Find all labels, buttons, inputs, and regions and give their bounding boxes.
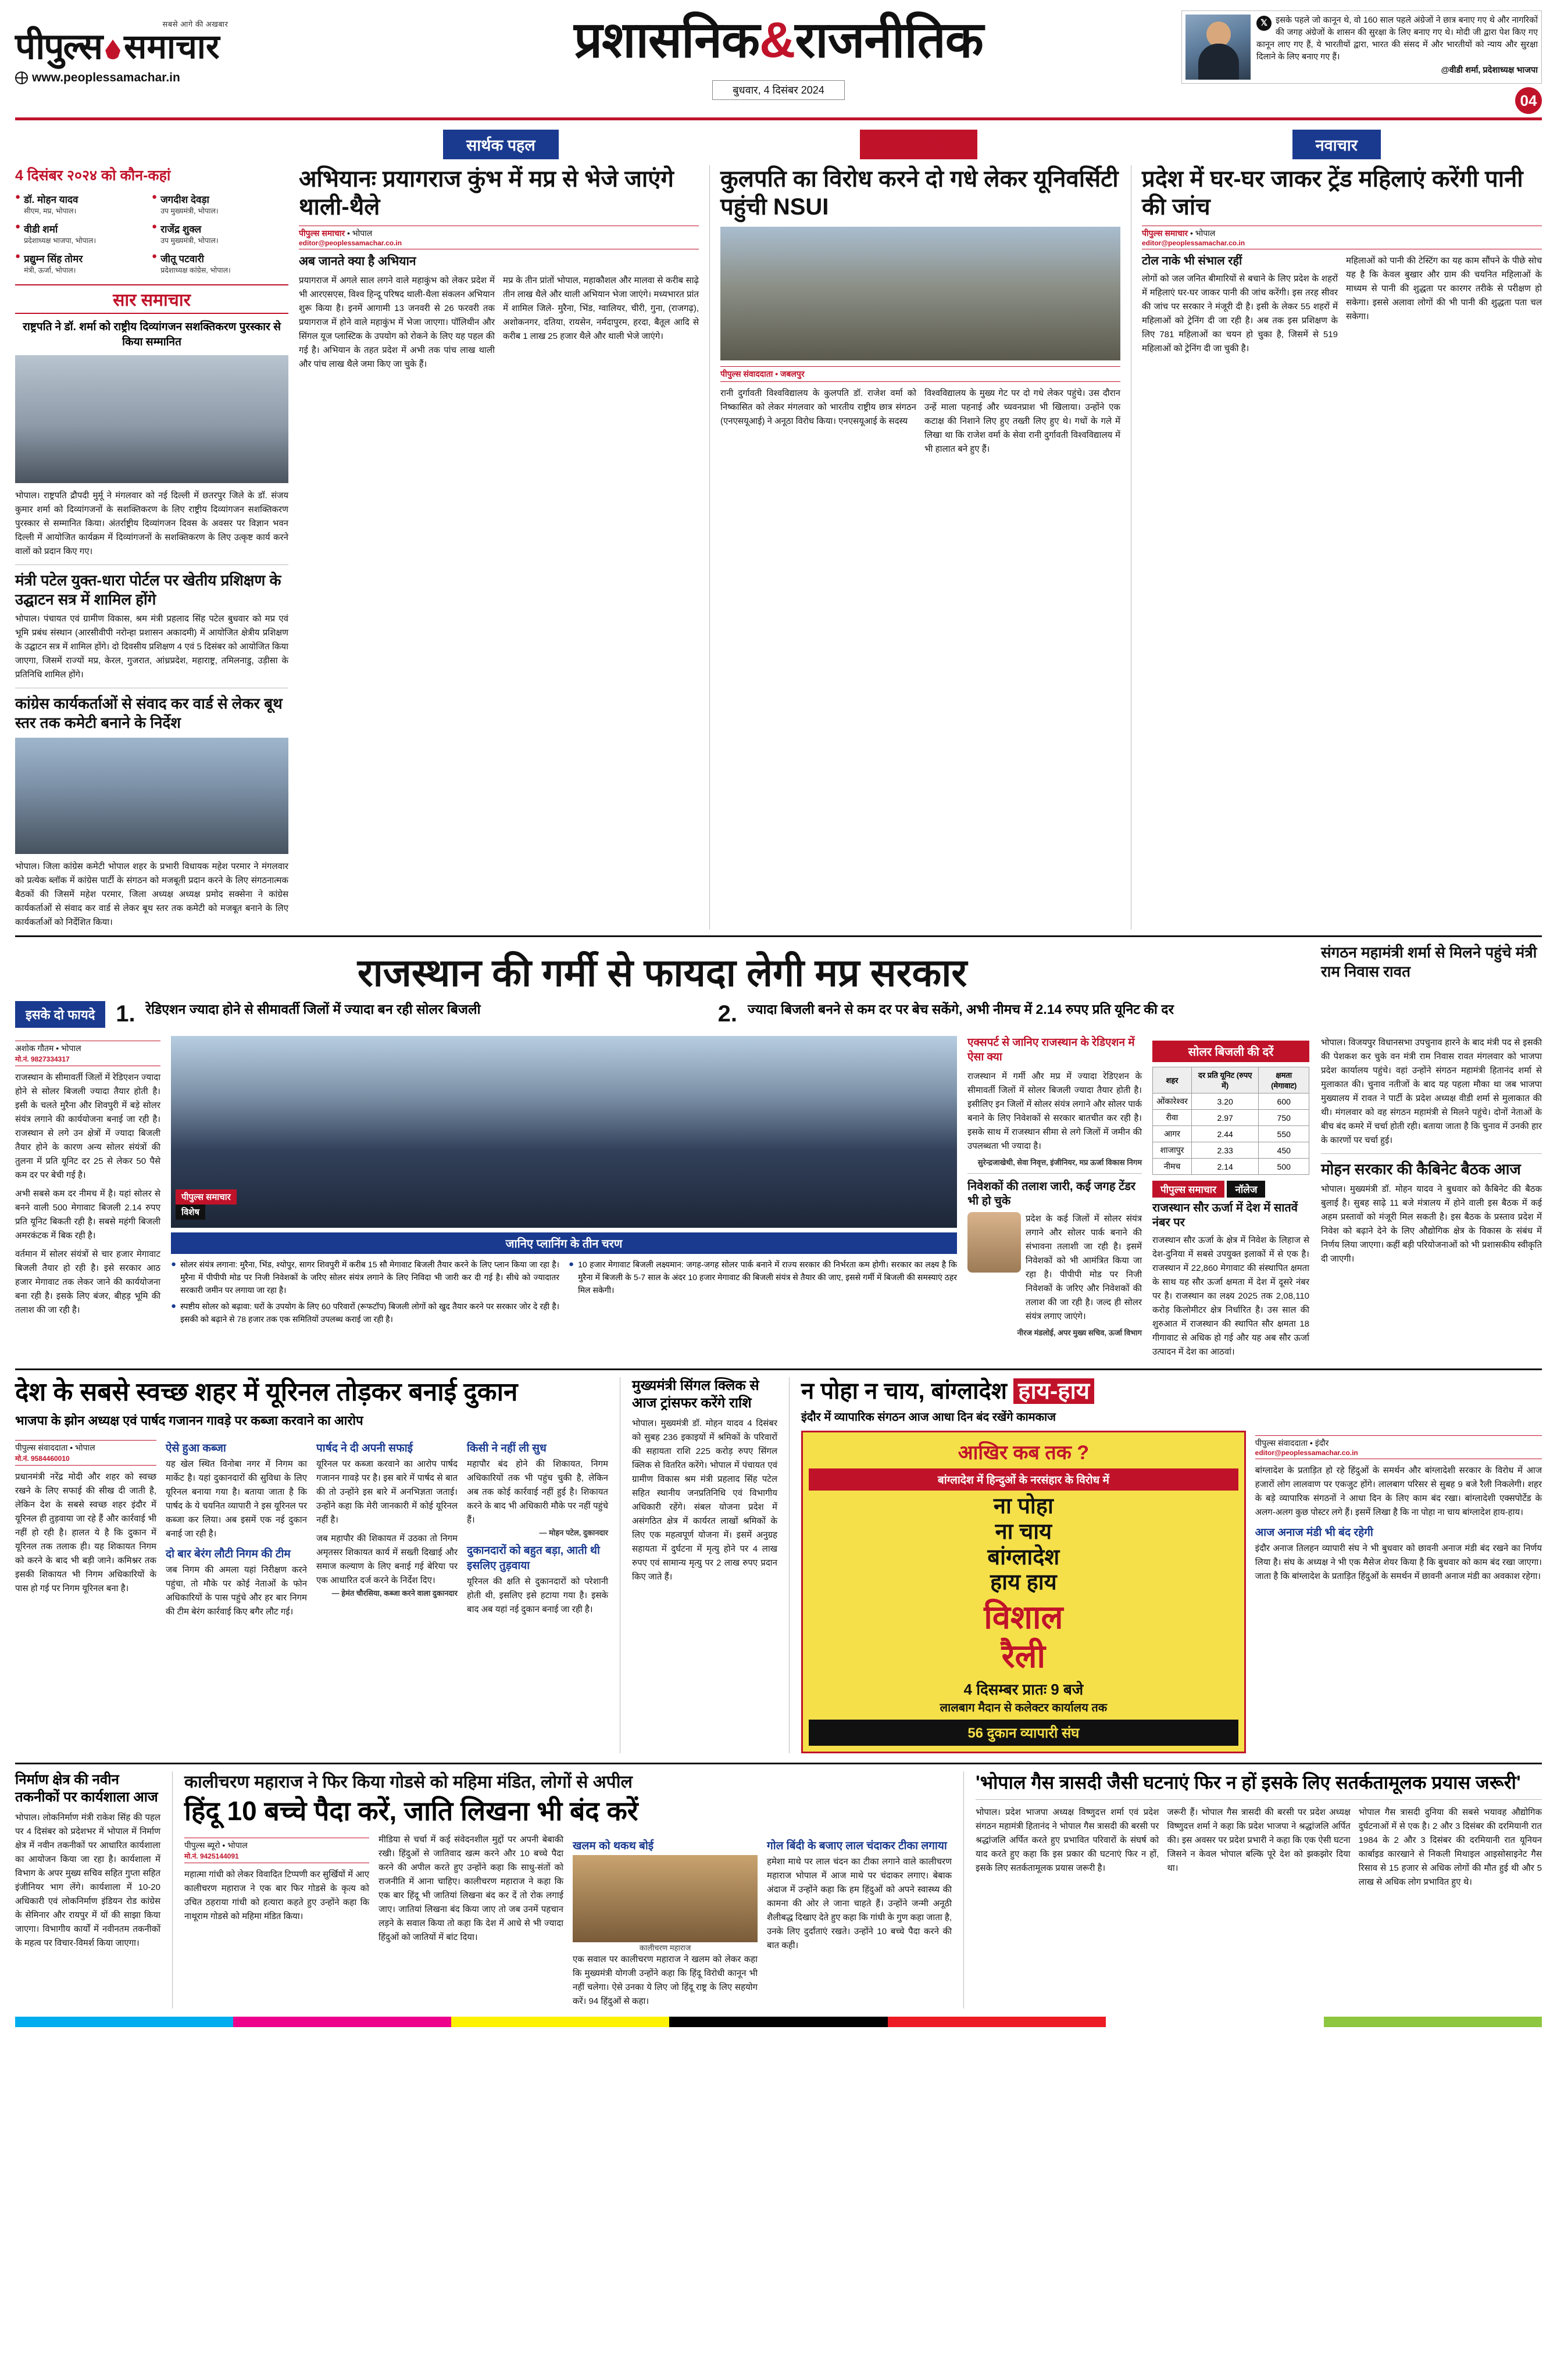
- quote-text: इसके पहले जो कानून थे, वो 160 साल पहले अंग्रेजों ने छात्र बनाए गए थे और नागरिकों की जगह अंग्रेजों के शासन की सुरक्षा के लिए बनाए गए थे। मोदी जी द्वारा पेश किए गए कानून लाए गए हैं, ये भारतीयों द्वारा, भारत की संसद में और भारतीयों को न्याय और सुरक्षा दिलाने के लिए बनाए गए हैं।: [1256, 16, 1538, 62]
- rates-col-rate: दर प्रति यूनिट (रुपए में): [1191, 1067, 1259, 1093]
- masthead-logo-block: [15, 10, 376, 85]
- cell-rate: 2.33: [1191, 1142, 1259, 1159]
- story2-caption-text: पीपुल्स संवाददाता • जबलपुर: [720, 369, 805, 378]
- gas-col1: भोपाल। प्रदेश भाजपा अध्यक्ष विष्णुदत्त शर्मा एवं प्रदेश संगठन महामंत्री हितानंद ने भोपाल गैस त्रासदी की बरसी पर श्रद्धांजलि अर्पित करते हुए प्रभावित परिवारों के संघर्ष को याद करते हुए कहा कि इस प्रकार की घटनाएं फिर न हों, इसके लिए सतर्कतामूलक प्रयास जरूरी है।: [976, 1807, 1159, 1873]
- table-row: [1153, 1159, 1309, 1175]
- quote-box: [1181, 10, 1542, 84]
- urinal-sub2-body: यह खेल स्थित विनोबा नगर में निगम का मार्केट है। यहां दुकानदारों की सुविधा के लिए यूरिनल बनाया गया है। बताया जाता है कि पार्षद के ये चयनित व्यापारी ने इस यूरिनल पर कब्जा कर लिया। अब इसमें एक नई दुकान बनाई जा रही है।: [166, 1459, 307, 1539]
- main-headline: राजस्थान की गर्मी से फायदा लेगी मप्र सरकार: [357, 951, 967, 995]
- story1-subhead: अब जानते क्या है अभियान: [299, 255, 416, 268]
- knowledge-brand-tag: पीपुल्स समाचार: [1152, 1181, 1224, 1198]
- lower-section: [15, 1368, 1542, 1753]
- urinal-sub3-body: यूरिनल पर कब्जा करवाने का आरोप पार्षद गजानन गावड़े पर है। इस बारे में पार्षद से बात की तो उन्होंने इस बारे में अनभिज्ञता जताई। उन्होंने कहा कि मेरी जानकारी में कोई यूरिनल नहीं है।: [316, 1459, 458, 1525]
- bullet-icon: ●: [171, 1259, 177, 1270]
- plan-bullet: [569, 1259, 957, 1296]
- gas-tragedy-story: [976, 1771, 1542, 2009]
- story3-headline: प्रदेश में घर-घर जाकर ट्रेंड महिलाएं करेंगी पानी की जांच: [1142, 166, 1523, 220]
- kalicharan-headline: हिंदू 10 बच्चे पैदा करें, जाति लिखना भी बंद करें: [184, 1796, 638, 1827]
- urinal-col1: प्रधानमंत्री नरेंद्र मोदी और शहर को स्वच्छ रखने के लिए सफाई की सीख दी जाती है, लेकिन देश के सबसे स्वच्छ शहर इंदौर में यूरिनल ही तुड़वाया जा रहे हैं और कार्रवाई भी नहीं हो रही है। हालत ये है कि दुकान में यूरिनल तक तलाक ही। यह शिकायत निगम को करने के बाद भी बड़ी जाने। कमिश्नर तक इसकी शिकायत भी निगम अधिकारियों के पास हो गई पर निगम यूरिनल बना है।: [15, 1471, 156, 1593]
- cell-capacity: 550: [1259, 1126, 1309, 1142]
- top-stories: [299, 165, 1542, 930]
- table-row: [1153, 1126, 1309, 1142]
- story3-col1: लोगों को जल जनित बीमारियों से बचाने के लिए प्रदेश के शहरों में महिलाएं घर-घर जाकर पानी की जांच करेंगी। इस तरह सीवर की जांच पर सरकार ने मंजूरी दी है। इसी के लेकर 55 शहरों में महिलाओं को ट्रेनिंग दी जा रही है। अब तक इस प्रशिक्षण के लिए 781 महिलाओं का चयन हो चुका है, जिसमें से 519 महिलाओं को ट्रेनिंग दी जा चुकी है।: [1142, 274, 1338, 353]
- ad-top-text: आखिर कब तक ?: [958, 1442, 1090, 1464]
- main-story: [15, 943, 1542, 1359]
- right-story1-headline: संगठन महामंत्री शर्मा से मिलने पहुंचे मंत्री राम निवास रावत: [1321, 944, 1537, 980]
- urinal-sub4-head: किसी ने नहीं ली सुध: [467, 1442, 547, 1455]
- dateblock-title: 4 दिसंबर २०२४ को कौन-कहां: [15, 167, 171, 184]
- invest-body: प्रदेश के कई जिलों में सोलर संयंत्र लगाने और सोलर पार्क बनाने की संभावना तलाशी जा रही है। इसमें निवेशकों को भी आमंत्रित किया जा रहा है। पीपीपी मोड पर निजी निवेशकों के जरिए और निवेशकों की तलाश की जा रही है। जल्द ही सोलर संयंत्र लगाए जाएंगे।: [1026, 1213, 1142, 1321]
- story2-headline: कुलपति का विरोध करने दो गधे लेकर यूनिवर्सिटी पहुंची NSUI: [720, 166, 1119, 220]
- main-story-body: [15, 1036, 1309, 1359]
- ad-big-2: रैली: [1001, 1637, 1046, 1674]
- pin-icon: ●: [15, 221, 21, 231]
- cell-city: ओंकारेश्वर: [1153, 1093, 1192, 1110]
- kalicharan-photo-caption: कालीचरण महाराज: [639, 1943, 691, 1953]
- invest-heading: निवेशकों की तलाश जारी, कई जगह टेंडर भी हो चुके: [967, 1180, 1135, 1207]
- cell-rate: 2.97: [1191, 1110, 1259, 1126]
- construction-headline: निर्माण क्षेत्र की नवीन तकनीकों पर कार्यशाला आज: [15, 1771, 158, 1805]
- byline-email: editor@peoplessamachar.co.in: [1142, 239, 1245, 247]
- planning-heading: जानिए प्लानिंग के तीन चरण: [171, 1232, 957, 1254]
- globe-icon: [15, 72, 28, 84]
- knowledge-category-tag: नॉलेज: [1227, 1181, 1265, 1198]
- cell-capacity: 500: [1259, 1159, 1309, 1175]
- masthead-tagline: सबसे आगे की अखबार: [162, 20, 228, 28]
- benefit-2-number: 2.: [717, 1001, 737, 1027]
- photo-category-tag: विशेष: [176, 1205, 205, 1220]
- urinal-sub3-head: पार्षद ने दी अपनी सफाई: [316, 1442, 413, 1455]
- pin-icon: ●: [152, 192, 158, 202]
- kalicharan-photo: [573, 1855, 758, 1942]
- story3-col2: महिलाओं को पानी की टेस्टिंग का यह काम सौंपने के पीछे सोच यह है कि केवल बुखार और ग्राम की चयनित महिलाओं के माध्यम से पानी की शुद्धता पर कारगर तरीके से परीक्षण हो सकेगा। इससे अलावा लोगों की भी पानी की शुद्धता पता चल सकेगा।: [1346, 256, 1542, 321]
- main-col1b: अभी सबसे कम दर नीमच में है। यहां सोलर से बनने वाली 500 मेगावाट बिजली 2.14 रुपए प्रति यूनिट बिकती रही है। सबसे महंगी बिजली अमरकंटक में बिक रही है।: [15, 1189, 160, 1241]
- ad-slogan-3: बांग्लादेश: [987, 1545, 1060, 1570]
- bd-body: बांग्लादेश के प्रताड़ित हो रहे हिंदुओं के समर्थन और बांग्लादेशी सरकार के विरोध में आज हजारों लोग लालवाण पर एकजुट होंगे। लालबाग परिसर से सुबह 9 बजे रैली निकलेगी। शहर के बड़े व्यापारिक संगठनों ने आधा दिन के लिए काम बंद रखा। बांग्लादेशी एक्सपोर्टेड के अलग-अलग कुछ पोस्टर लगे हैं। इसमें लिखा है कि ना पोहा ना चाय बांग्लादेश हाय-हाय।: [1255, 1466, 1542, 1518]
- benefit-1-text: रेडिएशन ज्यादा होने से सीमावर्ती जिलों में ज्यादा बन रही सोलर बिजली: [145, 1002, 481, 1017]
- kalicharan-reporter: पीपुल्स ब्यूरो • भोपाल: [184, 1841, 248, 1850]
- masthead: [15, 10, 1542, 120]
- knowledge-headline: राजस्थान सौर ऊर्जा में देश में सातवें नंबर पर: [1152, 1202, 1298, 1230]
- byline-email: editor@peoplessamachar.co.in: [299, 239, 402, 247]
- story-nsui: [720, 165, 1120, 930]
- bd-head2: आज अनाज मंडी भी बंद रहेगी: [1255, 1527, 1373, 1539]
- gas-col3: भोपाल गैस त्रासदी दुनिया की सबसे भयावह औद्योगिक दुर्घटनाओं में से एक है। 2 और 3 दिसंबर की दरमियानी रात 1984 के 2 और 3 दिसंबर की दरमियानी रात यूनियन कार्बाइड कारखाने से निकली मिथाइल आइसोसाइनेट गैस रिसाव से 15 हजार से अधिक लोगों की मौत हुई थी और 5 लाख से अधिक लोग प्रभावित हुए थे।: [1358, 1807, 1542, 1887]
- main-reporter: अशोक गौतम • भोपाल: [15, 1044, 81, 1053]
- byline-city: भोपाल: [1195, 228, 1216, 238]
- story-water-test: [1142, 165, 1542, 930]
- plan-bullet: [171, 1300, 559, 1325]
- list-item: [152, 219, 288, 249]
- reg-black: [669, 2017, 887, 2027]
- reg-green: [1324, 2017, 1542, 2027]
- expert-body: राजस्थान में गर्मी और मप्र में ज्यादा रेडिएशन के सीमावर्ती जिलों में सोलर बिजली ज्यादा तैयार होती है। इसीलिए इन जिलों में सोलर संयंत्र लगाने और सोलर पार्क बनाने के लिए निवेशकों से सरकार बातचीत कर रही है। इसके साथ में राजस्थान सीमा से लगे जिलों में जमीन की उपलब्धता भी ज्यादा है।: [967, 1071, 1142, 1151]
- knowledge-body: राजस्थान सौर ऊर्जा के क्षेत्र में निवेश के लिहाज से देश-दुनिया में सबसे उपयुक्त इलाकों में से एक है। राजस्थान में 22,860 मेगावाट की संस्थापित क्षमता के साथ यह सौर ऊर्जा क्षमता में देश में दूसरे नंबर पर है। राजस्थान का लक्ष्य 2025 तक 2,08,110 करोड़ किलोमीटर क्षेत्र निर्धारित है। उस साल की शुरुआत में राजस्थान की स्थापित सौर क्षमता 18 गीगावाट से अधिक हो गई और यह अब सौर ऊर्जा उत्पादन में देश का आठवां।: [1152, 1235, 1309, 1357]
- minister-patel-headline: मंत्री पटेल युक्त-धारा पोर्टल पर खेतीय प्रशिक्षण के उद्घाटन सत्र में शामिल होंगे: [15, 571, 281, 608]
- title-part-2: राजनीतिक: [795, 12, 983, 68]
- table-row: [1153, 1110, 1309, 1126]
- masthead-website[interactable]: [15, 71, 376, 85]
- logo: [15, 29, 376, 65]
- kalicharan-col4: हमेशा माथे पर लाल चंदन का टीका लगाने वाले कालीचरण महाराज भोपाल में आज माथे पर चंदाकर लगाए। बेबाक अंदाज में उन्होंने कहा कि हम हिंदुओं को अपने स्वास्थ्य की कामना की ओर ले जाना चाहते हैं। उन्होंने जन्मी अनूठी शैलीबद्ध दिखाए देते हुए कहा कि गांधी के गुण कहा जाता है, उनके लिए दुर्दांताएं रखते। उन्होंने 10 बच्चे पैदा करने की बात कही।: [767, 1857, 952, 1951]
- bullet-icon: ●: [569, 1259, 574, 1270]
- cell-rate: 2.14: [1191, 1159, 1259, 1175]
- saar-body-text: भोपाल। राष्ट्रपति द्रौपदी मुर्मू ने मंगलवार को नई दिल्ली में छतरपुर जिले के डॉ. संजय कुमार शर्मा को दिव्यांगजनों के सशक्तिकरण के लिए राष्ट्रीय दिव्यांगजन सशक्तिकरण पुरस्कार से सम्मानित किया। अंतर्राष्ट्रीय दिव्यांगजन दिवस के अवसर पर विज्ञान भवन दिल्ली में आयोजित कार्यक्रम में दिव्यांगजनों के सशक्तिकरण के लिए उत्कृष्ट कार्य करने वालों को प्रदान किए गए।: [15, 491, 288, 557]
- list-item: [152, 190, 288, 219]
- list-item: [15, 190, 152, 219]
- right-rail: [1321, 1036, 1542, 1359]
- list-item: [15, 249, 152, 278]
- story3-subhead: टोल नाके भी संभाल रहीं: [1142, 255, 1242, 267]
- bd-head-pre: न पोहा न चाय, बांग्लादेश: [801, 1378, 1007, 1405]
- person-name: राजेंद्र शुक्ल: [160, 224, 202, 235]
- urinal-sub6-body: जब निगम की अमला यहां निरीक्षण करने पहुंचा, तो मौके पर कोई नेताओं के फोन अधिकारियों के पास पहुंचे और हर बार निगम की टीम बेरंग कार्रवाई किए बगैर लौट गई।: [166, 1564, 307, 1617]
- urinal-mobile: मो.नं. 9584460010: [15, 1454, 70, 1463]
- story1-col2: मप्र के तीन प्रांतों भोपाल, महाकौशल और मालवा से करीब साढ़े तीन लाख थैले और थाली अभियान भेजा जाएंगे। मध्यभारत प्रांत में शामिल जिले- मुरैना, भिंड, ग्वालियर, चीरी, गुना, (राजगढ़), अशोकनगर, दतिया, रायसेन, नर्मदापुरम, हरदा, बैतूल आदि से करीब 1 लाख 25 हजार थैले और थाली भेजे जाएंगे।: [503, 276, 699, 342]
- page-number-badge: 04: [1515, 87, 1542, 114]
- main-reporter-mobile: मो.नं. 9827334317: [15, 1055, 70, 1064]
- invest-attribution: नीरज मंडलोई, अपर मुख्य सचिव, ऊर्जा विभाग: [1017, 1328, 1142, 1337]
- urinal-byline: [15, 1440, 156, 1466]
- saar-lead-headline: राष्ट्रपति ने डॉ. शर्मा को राष्ट्रीय दिव्यांगजन सशक्तिकरण पुरस्कार से किया सम्मानित: [23, 321, 281, 348]
- urinal-sub5-head: दुकानदारों को बहुत बड़ा, आती थी इसलिए तुड़वाया: [467, 1544, 600, 1572]
- main-reporter-byline: [15, 1041, 160, 1066]
- urinal-subhead: भाजपा के झोन अध्यक्ष एवं पार्षद गजानन गावड़े पर कब्जा करवाने का आरोप: [15, 1413, 363, 1428]
- x-logo-icon: 𝕏: [1256, 16, 1272, 31]
- cell-capacity: 750: [1259, 1110, 1309, 1126]
- pin-icon: ●: [15, 251, 21, 261]
- ad-slogan-2: ना चाय: [995, 1519, 1052, 1544]
- photo-brand-tag: पीपुल्स समाचार: [176, 1189, 237, 1205]
- bullet-icon: ●: [171, 1301, 177, 1311]
- expert-heading: [967, 1036, 1142, 1064]
- person-name: प्रद्युम्न सिंह तोमर: [24, 253, 83, 265]
- ribbon-sarthak-pahal: सार्थक पहल: [443, 130, 559, 159]
- person-desc: प्रदेशाध्यक्ष कांग्रेस, भोपाल।: [160, 266, 231, 274]
- cm-transfer-story: [632, 1377, 777, 1753]
- urinal-sub6-head: दो बार बेरंग लौटी निगम की टीम: [166, 1548, 291, 1560]
- cell-city: नीमच: [1153, 1159, 1192, 1175]
- ad-band-text: बांग्लादेश में हिन्दुओं के नरसंहार के विरोध में: [809, 1468, 1238, 1491]
- kalicharan-sub-head: खलम को थकथ बोई: [573, 1840, 654, 1853]
- cell-rate: 2.44: [1191, 1126, 1259, 1142]
- congress-body: भोपाल। जिला कांग्रेस कमेटी भोपाल शहर के प्रभारी विधायक महेश परमार ने मंगलवार को प्रत्येक ब्लॉक में कांग्रेस पार्टी के संगठन को मजबूती प्रदान करने के लिए संगठनात्मक बैठकों की जिसमें महेश परमार, जिला अध्यक्ष अध्यक्ष प्रमोद सक्सेना ने कांग्रेस कार्यकर्ताओं से संवाद कर वार्ड से लेकर बूथ स्तर तक कमेटी को मजबूत बनाने के लिए कार्यकर्ताओं को निर्देशित किया।: [15, 862, 288, 928]
- cm-body: भोपाल। मुख्यमंत्री डॉ. मोहन यादव 4 दिसंबर को सुबह 236 इकाइयों में श्रमिकों के परिवारों की सहायता राशि 225 करोड़ रुपए सिंगल क्लिक से वितरित करेंगे। भोपाल में पंचायत एवं ग्रामीण विकास श्रम मंत्री प्रहलाद सिंह पटेल सहित स्थानीय जनप्रतिनिधि एवं विभागीय अधिकारी रहेंगे। संबल योजना प्रदेश में असंगठित क्षेत्र में कार्यरत लाखों श्रमिकों के लिए एक महत्वपूर्ण योजना में। इसमें अनुग्रह सहायता में दुर्घटना में मृत्यु होने पर 4 लाख रुपए एवं सामान्य मृत्यु पर 2 लाख रुपए प्रदान किए जाते हैं।: [632, 1418, 777, 1582]
- urinal-headline: देश के सबसे स्वच्छ शहर में यूरिनल तोड़कर बनाई दुकान: [15, 1378, 518, 1407]
- urinal-sub7-body: जब महापौर की शिकायत में उठका तो निगम अमृतसर शिकायत कार्य में सख्ती दिखाई और समाज कल्याण के लिए बनाई गई बेरिया पर एक आधारित दर्ज करने के निर्देश दिए।: [316, 1533, 458, 1585]
- person-desc: सीएम, मप्र, भोपाल।: [24, 207, 77, 215]
- ad-route: लालबाग मैदान से कलेक्टर कार्यालय तक: [940, 1701, 1108, 1714]
- cell-capacity: 600: [1259, 1093, 1309, 1110]
- people-list: [15, 190, 288, 278]
- expert-attribution: सुरेन्द्रजाखेथी, सेवा निवृत्त, इंजीनियर, मप्र ऊर्जा विकास निगम: [977, 1157, 1142, 1167]
- byline-brand: पीपुल्स समाचार: [1142, 228, 1188, 238]
- kalicharan-col3: एक सवाल पर कालीचरण महाराज ने खलम को लेकर कहा कि मुख्यमंत्री योगजी उन्होंने कहा कि हिंदू विरोधी कानून भी नहीं चलेगा। ऐसे उनका ये लिए जो हिंदू राष्ट्र के लिए सहयोग करें। 94 हिंदुओं से कहा।: [573, 1954, 758, 2007]
- cell-city: रीवा: [1153, 1110, 1192, 1126]
- benefits-row: [15, 1001, 1309, 1028]
- advertisement: [801, 1431, 1246, 1753]
- logo-samachar-text: समाचार: [124, 28, 220, 66]
- kalicharan-story: [184, 1771, 952, 2009]
- politician-photo: [1185, 15, 1251, 80]
- ribbon-anutha-virodh: अनूठा विरोध: [860, 130, 977, 159]
- urinal-quote1: — मोहन पटेल, दुकानदार: [539, 1528, 608, 1537]
- bd-head-red: हाय-हाय: [1013, 1378, 1094, 1404]
- title-part-1: प्रशासनिक: [574, 12, 760, 68]
- plan-bullet-text: स्पष्टीय सोलर को बढ़ावा: घरों के उपयोग के लिए 60 परिवारों (रूफटॉप) बिजली लोगों को खुद तैयार करने पर सरकार जोर दे रही है। इसकी को बढ़ाने से 78 हजार तक एक समितियों उपलब्ध कराई जा रही है।: [180, 1302, 559, 1324]
- location-pin-icon: [105, 40, 120, 59]
- urinal-story: [15, 1377, 608, 1753]
- kalicharan-col1: महात्मा गांधी को लेकर विवादित टिप्पणी कर सुर्खियों में आए कालीचरण महाराज ने एक बार फिर गोडसे के कृत्य को उचित ठहराया गांधी को हत्यारा कहते हुए उन्होंने कहा कि नाथूराम गोडसे को महिमा मंडित किया।: [184, 1870, 369, 1922]
- story1-headline: अभियानः प्रयागराज कुंभ में मप्र से भेजे जाएंगे थाली-थैले: [299, 166, 674, 220]
- rates-col-city: शहर: [1153, 1067, 1192, 1093]
- urinal-sub5-body: यूरिनल की क्षति से दुकानदारों को परेशानी होती थी, इसलिए इसे हटाया गया है। इसके बाद अब यहां नई दुकान बनाई जा रही है।: [467, 1576, 608, 1614]
- kalicharan-sub-head2: गोल बिंदी के बजाए लाल चंदाकर टीका लगाया: [767, 1840, 947, 1853]
- person-name: डॉ. मोहन यादव: [24, 194, 78, 205]
- cell-city: शाजापुर: [1153, 1142, 1192, 1159]
- kalicharan-col2: मीडिया से चर्चा में कई संवेदनशील मुद्दों पर अपनी बेबाकी रखी। हिंदुओं से जातिवाद खत्म करने और 10 बच्चे पैदा करने की अपील करते हुए उन्होंने कहा कि साधु-संतों को राजनीति में आना चाहिए। कालीचरण महाराज ने कहा कि एक बार हिंदू भी जातियां लिखना बंद कर दें तो रोक लगाई जाए। जातियां लिखना बंद किया जाए तो जब उनमें पहचान लड़ने के सवाल किया तो कहा कि देश में आधे से भी ज्यादा हिंदुओं को जातियों में बांट दिया।: [378, 1835, 563, 1943]
- urinal-sub2-head: ऐसे हुआ कब्जा: [166, 1442, 226, 1455]
- page-title: [376, 12, 1181, 68]
- byline-brand: पीपुल्स समाचार: [299, 228, 345, 238]
- kalicharan-byline: [184, 1838, 369, 1863]
- table-row: [1153, 1093, 1309, 1110]
- congress-meeting-photo: [15, 738, 288, 854]
- bd-reporter: पीपुल्स संवाददाता • इंदौर: [1255, 1438, 1329, 1448]
- story3-byline: पीपुल्स समाचार • भोपाल editor@peoplessamachar.co.in: [1142, 226, 1542, 249]
- bd-email: editor@peoplessamachar.co.in: [1255, 1449, 1358, 1457]
- cell-rate: 3.20: [1191, 1093, 1259, 1110]
- bottom-section: [15, 1763, 1542, 2009]
- person-desc: प्रदेशाध्यक्ष भाजपा, भोपाल।: [24, 237, 97, 245]
- main-col1c: वर्तमान में सोलर संयंत्रों से चार हजार मेगावाट बिजली तैयार हो रही है। इसे सरकार आठ हजार मेगावाट तक लेकर जाने की कार्ययोजना बना रही है। इसके लिए बंजर, बीहड़ भूमि की तलाश की जा रही है।: [15, 1249, 160, 1316]
- top-section: [15, 165, 1542, 930]
- minister-patel-body: भोपाल। पंचायत एवं ग्रामीण विकास, श्रम मंत्री प्रहलाद सिंह पटेल बुधवार को मप्र एवं भूमि प्रबंध संस्थान (आरसीवीपी नरोन्हा प्रशासन अकादमी) में आयोजित क्षेत्रीय प्रशिक्षण के उद्घाटन सत्र में शामिल होंगे। दो दिवसीय प्रशिक्षण 4 एवं 5 दिसंबर को आयोजित किया जाएगा, जिसमें राज्यों मप्र, केरल, गुजरात, आंध्रप्रदेश, महाराष्ट्र, तमिलनाडु, उड़ीसा के प्रतिनिधि शामिल होंगे।: [15, 614, 288, 680]
- person-name: वीडी शर्मा: [24, 224, 58, 235]
- nsui-protest-photo: [720, 227, 1120, 360]
- construction-body: भोपाल। लोकनिर्माण मंत्री राकेश सिंह की पहल पर 4 दिसंबर को प्रदेशभर में भोपाल में निर्माण क्षेत्र में नवीन तकनीकों पर आधारित कार्यशाला का आयोजन किया जा रहा है। कार्यशाला में विभाग के अपर मुख्य सचिव सहित गुप्ता सहित इंजीनियर भाग लेंगे। कार्यशाला में 10-20 अधिकारी एवं लोकनिर्माण इंडियन रोड कांग्रेस के सेमिनार और रायपुर में यों की साझा किया जाएगा। विभागीय कार्यों में नवीनतम तकनीकों के महत्व पर विचार-विमर्श किया जाएगा।: [15, 1812, 160, 1948]
- cm-headline: मुख्यमंत्री सिंगल क्लिक से आज ट्रांसफर करेंगे राशि: [632, 1378, 759, 1411]
- ad-slogan-1: ना पोहा: [993, 1494, 1054, 1519]
- bd-byline: [1255, 1435, 1542, 1459]
- reg-magenta: [233, 2017, 451, 2027]
- official-photo: [967, 1212, 1021, 1273]
- section-ribbons: [15, 130, 1542, 159]
- bd-body2: इंदौर अनाज तिलहन व्यापारी संघ ने भी बुधवार को छावनी अनाज मंडी बंद रखने का निर्णय लिया है। संघ के अध्यक्ष ने भी एक मैसेज शेयर किया है कि बुधवार को काम बंद रखा जाएगा। जाता है कि बांग्लादेश के प्रताड़ित हिंदुओं के समर्थन में छावनी अनाज मंडी का अवकाश रहेगा।: [1255, 1543, 1542, 1582]
- ad-slogan-4: हाय हाय: [990, 1570, 1057, 1595]
- story2-caption: [720, 366, 1120, 382]
- plan-bullet-text: 10 हजार मेगावाट बिजली लक्ष्यमान: जगह-जगह सोलर पार्क बनाने में राज्य सरकार की निर्भरता कम होगी। सरकार का लक्ष्य है कि मुरैना में बिजली के 5-7 साल के अंदर 10 हजार मेगावाट की बिजली संयंत्र से तैयार की जाए, इससे गर्मी में बिजली की समस्याएं ठहर मिल सकेगी।: [578, 1260, 957, 1295]
- right-story2-headline: मोहन सरकार की कैबिनेट बैठक आज: [1321, 1160, 1521, 1178]
- benefits-tag: इसके दो फायदे: [15, 1001, 105, 1028]
- title-ampersand: &: [759, 12, 795, 68]
- publication-date: बुधवार, 4 दिसंबर 2024: [712, 80, 844, 100]
- reg-white: [1106, 2017, 1324, 2027]
- person-name: जगदीश देवड़ा: [160, 194, 209, 205]
- gas-headline: 'भोपाल गैस त्रासदी जैसी घटनाएं फिर न हों इसके लिए सतर्कतामूलक प्रयास जरूरी': [976, 1771, 1521, 1793]
- story1-col1: प्रयागराज में अगले साल लगने वाले महाकुंभ को लेकर प्रदेश में भी आरएसएस, विश्व हिन्दू परिषद थाली-थैला संकलन अभियान शुरू किया है। इनमें आगामी 13 जनवरी से 26 फरवरी तक प्रयागराज में होने वाले महाकुंभ में भेजा जाएगा। पॉलिथीन और सिंगल यूज प्लास्टिक के उपयोग को रोकने के लिए यह पहल की गई है। अभियान के तहत प्रदेश में अभी तक पांच लाख थाली और पांच लाख थैले जमा किए जा चुके हैं।: [299, 276, 495, 370]
- byline-city: भोपाल: [352, 228, 373, 238]
- urinal-quote2: — हेमंत चौरसिया, कब्जा करने वाला दुकानदार: [331, 1588, 458, 1598]
- main-col1: राजस्थान के सीमावर्ती जिलों में रेडिएशन ज्यादा होने से सोलर बिजली ज्यादा तैयार होती है। इसी के चलते मुरैना और शिवपुरी में बड़े सोलर संयंत्र लगाने की कार्ययोजना बनाई जा रही है। राजस्थान से लगे उन क्षेत्रों में ज्यादा बिजली तैयार होने के कारण अन्य सोलर संयंत्रों की तुलना में प्रति यूनिट दर 25 से लेकर 50 पैसे कम दर पर बेची गई है।: [15, 1073, 160, 1181]
- plan-bullet: [171, 1259, 559, 1296]
- solar-plant-photo: [171, 1036, 957, 1228]
- quote-attribution: @वीडी शर्मा, प्रदेशाध्यक्ष भाजपा: [1441, 66, 1538, 76]
- bangladesh-block: [801, 1377, 1542, 1753]
- pin-icon: ●: [152, 221, 158, 231]
- gas-col2: जरूरी हैं। भोपाल गैस त्रासदी की बरसी पर प्रदेश अध्यक्ष विष्णुदत्त शर्मा ने कहा कि प्रदेश भाजपा ने श्रद्धांजलि अर्पित की। इस अवसर पर प्रदेश प्रभारी ने कहा कि एक ऐसी घटना जिसने न केवल भोपाल बल्कि पूरे देश को झकझोर दिया था।: [1167, 1807, 1351, 1873]
- right-rail-top: [1321, 943, 1542, 1034]
- person-desc: उप मुख्यमंत्री, भोपाल।: [160, 207, 219, 215]
- benefit-1-number: 1.: [116, 1001, 135, 1027]
- table-row: [1153, 1142, 1309, 1159]
- story1-byline: पीपुल्स समाचार • भोपाल editor@peoplessamachar.co.in: [299, 226, 699, 249]
- person-name: जीतू पटवारी: [160, 253, 204, 265]
- solar-rates-table: [1152, 1067, 1309, 1175]
- list-item: [15, 219, 152, 249]
- left-column: [15, 165, 288, 930]
- rates-heading: सोलर बिजली की दरें: [1152, 1041, 1309, 1062]
- story2-col1: रानी दुर्गावती विश्वविद्यालय के कुलपति डॉ. राजेश वर्मा को निष्कासित को लेकर मंगलवार को भारतीय राष्ट्रीय छात्र संगठन (एनएसयूआई) ने अनूठा विरोध किया। एनएसयूआई के सदस्य: [720, 388, 916, 426]
- list-item: [152, 249, 288, 278]
- construction-story: [15, 1771, 160, 2009]
- website-url-text: www.peoplessamachar.in: [32, 71, 180, 84]
- cell-capacity: 450: [1259, 1142, 1309, 1159]
- person-desc: उप मुख्यमंत्री, भोपाल।: [160, 237, 219, 245]
- reg-yellow: [451, 2017, 669, 2027]
- right-story2-body: भोपाल। मुख्यमंत्री डॉ. मोहन यादव ने बुधवार को कैबिनेट की बैठक बुलाई है। सुबह साढ़े 11 बजे मंत्रालय में होने वाली इस बैठक में कई अहम प्रस्तावों को मंजूरी मिल सकती है। इस बैठक के प्रस्ताव प्रदेश में निवेश को बढ़ाने देने के लिए औद्योगिक क्षेत्र के विकास के संबंध में निर्णय लिया जाएगा। कहीं बड़ी परियोजनाओं को भी प्रशासकीय स्वीकृति दी जाएगी।: [1321, 1184, 1542, 1264]
- benefit-2-text: ज्यादा बिजली बनने से कम दर पर बेच सकेंगे, अभी नीमच में 2.14 रुपए प्रति यूनिट की दर: [748, 1002, 1174, 1017]
- ad-footer: 56 दुकान व्यापारी संघ: [809, 1720, 1238, 1746]
- masthead-promo-block: [1181, 10, 1542, 114]
- story-kumbh: [299, 165, 699, 930]
- kalicharan-kicker: कालीचरण महाराज ने फिर किया गोडसे को महिमा मंडित, लोगों से अपील: [184, 1772, 633, 1792]
- saar-samachar-heading: सार समाचार: [15, 284, 288, 314]
- ad-big-1: विशाल: [984, 1598, 1063, 1635]
- reg-red: [888, 2017, 1106, 2027]
- rates-col-capacity: क्षमता (मेगावाट): [1259, 1067, 1309, 1093]
- urinal-sub4-body: महापौर बंद होने की शिकायत, निगम अधिकारियों तक भी पहुंच चुकी है, लेकिन अब तक कोई कार्रवाई नहीं हुई है। शिकायत करने के बाद भी अधिकारी मौके पर नहीं पहुंचे हैं।: [467, 1459, 608, 1525]
- pin-icon: ●: [152, 251, 158, 261]
- cell-city: आगर: [1153, 1126, 1192, 1142]
- reg-cyan: [15, 2017, 233, 2027]
- expert-label: एक्सपर्ट से जानिए राजस्थान के रेडिएशन में ऐसा क्या: [967, 1037, 1135, 1063]
- print-registration-bar: [15, 2017, 1542, 2027]
- masthead-title-block: [376, 10, 1181, 100]
- bangladesh-headline: [801, 1377, 1542, 1405]
- plan-bullet-text: सोलर संयंत्र लगाना: मुरैना, भिंड, श्योपुर, सागर शिवपुरी में करीब 15 सौ मेगावाट बिजली तैयार करने के लिए प्लान किया जा रहा है। मुरैना में पीपीपी मोड पर निजी निवेशकों के जरिए सोलर संयंत्र लगाने के लिए निविदा भी जारी कर दी गई है। सीधे को ज्यादातर सरकारी जमीन पर लगाया जा रहा है।: [180, 1260, 559, 1295]
- ribbon-navachar: नवाचार: [1292, 130, 1381, 159]
- pin-icon: ●: [15, 192, 21, 202]
- story2-col2: विश्वविद्यालय के मुख्य गेट पर दो गधे लेकर पहुंचे। उस दौरान उन्हें माला पहनाई और च्यवनप्राश भी खिलाया। उन्होंने एक कटाक्ष की निशाने लिए हुए तख्ती लिए हुए थे। गधों के गले में लिखा था कि राजेश वर्मा के सेवा रानी दुर्गावती विश्वविद्यालय में भी हालात बने हुए हैं।: [924, 388, 1120, 454]
- quote-text-wrap: [1256, 15, 1538, 77]
- ad-date: 4 दिसम्बर प्रातः 9 बजे: [963, 1680, 1084, 1698]
- kalicharan-mobile: मो.नं. 9425144091: [184, 1852, 239, 1861]
- logo-peoples-text: पीपुल्स: [15, 27, 102, 67]
- person-desc: मंत्री, ऊर्जा, भोपाल।: [24, 266, 76, 274]
- right-story1-body: भोपाल। विजयपुर विधानसभा उपचुनाव हारने के बाद मंत्री पद से इसकी की पेशकश कर चुके वन मंत्री राम निवास रावत मंगलवार को भाजपा प्रदेश कार्यालय पहुंचे। वहां उन्होंने संगठन महामंत्री हितानंद शर्मा से मुलाकात की। चुनाव नतीजों के बाद यह पहला मौका था जब भाजपा मुख्यालय में रावत ने पार्टी के प्रदेश अध्यक्ष वीडी शर्मा से मुलाकात की थी। मंगलवार को वह संगठन महामंत्री से मिलने पहुंचे। दोनों नेताओं के बीच बंद कमरे में चर्चा होती रही। बताया जाता है कि चुनाव में उनकी हार के कारणों पर चर्चा हुई।: [1321, 1038, 1542, 1146]
- bangladesh-subhead: इंदौर में व्यापारिक संगठन आज आधा दिन बंद रखेंगे कामकाज: [801, 1411, 1056, 1424]
- award-ceremony-photo: [15, 355, 288, 483]
- urinal-reporter: पीपुल्स संवाददाता • भोपाल: [15, 1442, 95, 1452]
- congress-headline: कांग्रेस कार्यकर्ताओं से संवाद कर वार्ड से लेकर बूथ स्तर तक कमेटी बनाने के निर्देश: [15, 695, 283, 731]
